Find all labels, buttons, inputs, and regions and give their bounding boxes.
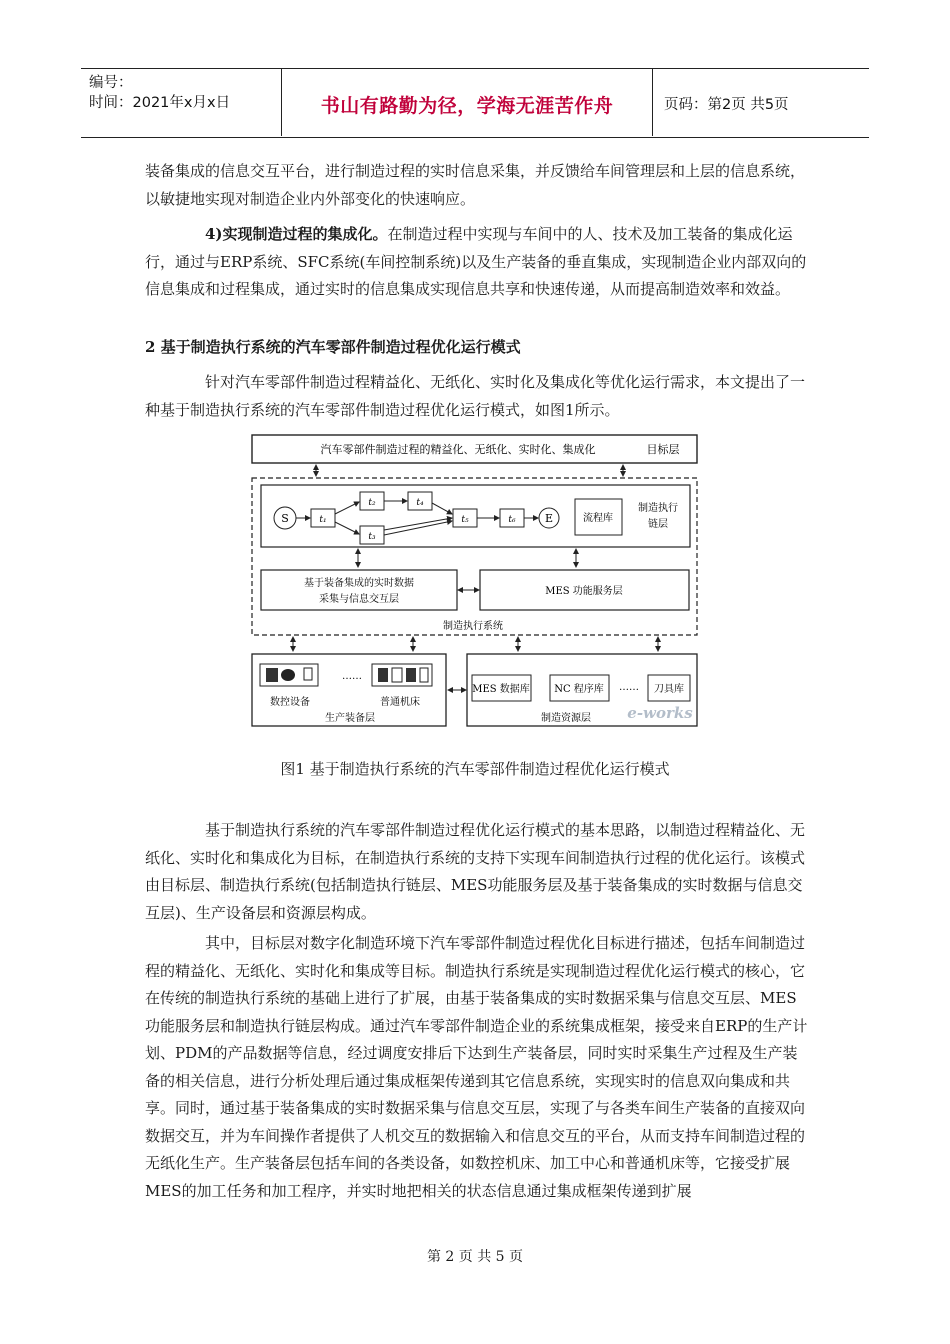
task-t4-label: t₄ bbox=[416, 498, 424, 508]
paragraph-1: 装备集成的信息交互平台，进行制造过程的实时信息采集，并反馈给车间管理层和上层的信息系统，以敏捷地实现对制造企业内外部变化的快速响应。 bbox=[145, 162, 806, 208]
mes-db-label: MES 数据库 bbox=[472, 684, 530, 695]
production-layer-label: 生产装备层 bbox=[325, 713, 375, 724]
realtime-label-1: 基于装备集成的实时数据 bbox=[304, 578, 414, 589]
doc-date-label: 时间：2021年x月x日 bbox=[89, 95, 231, 111]
mes-service-label: MES 功能服务层 bbox=[545, 586, 623, 597]
realtime-label-2: 采集与信息交互层 bbox=[319, 594, 399, 605]
task-t6-label: t₆ bbox=[508, 515, 516, 525]
goal-label: 目标层 bbox=[646, 443, 680, 456]
goal-text: 汽车零部件制造过程的精益化、无纸化、实时化、集成化 bbox=[320, 443, 596, 456]
paragraph-4: 基于制造执行系统的汽车零部件制造过程优化运行模式的基本思路，以制造过程精益化、无纸化、实时化和集成化为目标，在制造执行系统的支持下实现车间制造执行过程的优化运行。该模式由目标层、制造执行系统(包括制造执行链层、MES功能服务层及基于装备集成的实时数据与信息交互层)、生产设备层和资源层构成。 bbox=[145, 821, 806, 922]
task-t2-label: t₂ bbox=[368, 498, 376, 508]
mes-system-label: 制造执行系统 bbox=[443, 621, 503, 632]
tool-lib-label: 刀具库 bbox=[654, 684, 684, 695]
task-t5-label: t₅ bbox=[461, 515, 469, 525]
end-label: E bbox=[544, 512, 554, 525]
section-heading: 2 基于制造执行系统的汽车零部件制造过程优化运行模式 bbox=[145, 338, 521, 356]
figure-caption: 图1 基于制造执行系统的汽车零部件制造过程优化运行模式 bbox=[280, 760, 670, 778]
resource-layer-label: 制造资源层 bbox=[541, 713, 591, 724]
paragraph-2 bbox=[145, 221, 811, 304]
header-motto-cell bbox=[281, 69, 653, 136]
paragraph-3: 针对汽车零部件制造过程精益化、无纸化、实时化及集成化等优化运行需求，本文提出了一种基于制造执行系统的汽车零部件制造过程优化运行模式，如图1所示。 bbox=[145, 373, 806, 419]
paragraph-2-rest: 在制造过程中实现与车间中的人、技术及加工装备的集成化运行，通过与ERP系统、SFC系统(车间控制系统)以及生产装备的垂直集成，实现制造企业内部双向的信息集成和过程集成，通过实时的信息集成实现信息共享和快速传递，从而提高制造效率和效益。 bbox=[145, 225, 807, 298]
doc-number-label: 编号： bbox=[89, 75, 133, 91]
lathe-label: 普通机床 bbox=[380, 697, 420, 708]
figure-diagram bbox=[248, 432, 703, 732]
paragraph-5: 其中，目标层对数字化制造环境下汽车零部件制造过程优化目标进行描述，包括车间制造过程的精益化、无纸化、实时化和集成等目标。制造执行系统是实现制造过程优化运行模式的核心，它在传统的制造执行系统的基础上进行了扩展，由基于装备集成的实时数据采集与信息交互层、MES功能服务层和制造执行链层构成。通过汽车零部件制造企业的系统集成框架，接受来自ERP的生产计划、PDM的产品数据等信息，经过调度安排后下达到生产装备层，同时实时采集生产过程及生产装备的相关信息，进行分析处理后通过集成框架传递到其它信息系统，实现实时的信息双向集成和共享。同时，通过基于装备集成的实时数据采集与信息交互层，实现了与各类车间生产装备的直接双向数据交互，并为车间操作者提供了人机交互的数据输入和信息交互的平台，从而支持车间制造过程的无纸化生产。生产装备层包括车间的各类设备，如数控机床、加工中心和普通机床等，它接受扩展MES的加工任务和加工程序，并实时地把相关的状态信息通过集成框架传递到扩展 bbox=[145, 934, 808, 1200]
resource-ellipsis: …… bbox=[619, 682, 639, 693]
header-page-label: 页码：第2页 共5页 bbox=[664, 97, 789, 113]
diagram-svg bbox=[248, 432, 703, 732]
start-label: S bbox=[281, 512, 289, 525]
production-ellipsis: …… bbox=[342, 671, 362, 682]
nc-lib-label: NC 程序库 bbox=[554, 684, 604, 695]
header-motto: 书山有路勤为径，学海无涯苦作舟 bbox=[320, 95, 614, 117]
process-lib-label: 流程库 bbox=[583, 513, 613, 524]
watermark-logo: e-works bbox=[627, 704, 693, 722]
header-left bbox=[89, 73, 279, 113]
task-t1-label: t₁ bbox=[319, 515, 327, 525]
cnc-label: 数控设备 bbox=[270, 697, 310, 708]
chain-label-2: 链层 bbox=[648, 519, 668, 530]
page-footer: 第 2 页 共 5 页 bbox=[426, 1249, 524, 1265]
paragraph-2-bold: 4)实现制造过程的集成化。 bbox=[205, 225, 388, 243]
page-header bbox=[81, 68, 869, 138]
task-t3-label: t₃ bbox=[368, 532, 376, 542]
chain-label-1: 制造执行 bbox=[638, 503, 678, 514]
mes-system-container bbox=[252, 478, 697, 635]
